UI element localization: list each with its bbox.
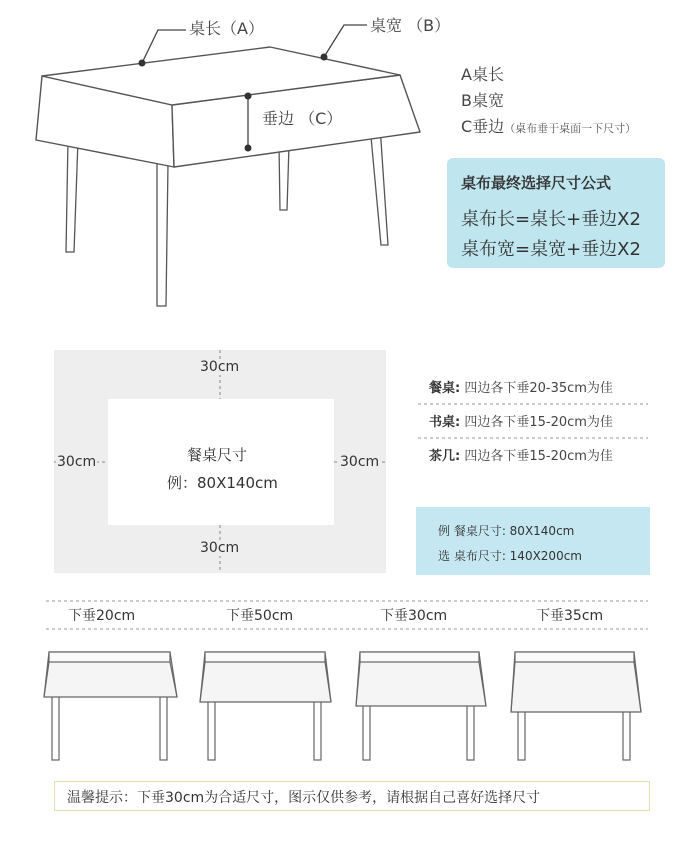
legend-c-main: C垂边 [461, 117, 505, 136]
drop-label-3: 下垂30cm [372, 605, 455, 625]
example-cloth-size: 选 桌布尺寸: 140X200cm [438, 549, 582, 563]
drop-label-1: 下垂20cm [60, 605, 143, 625]
rule-text: 四边各下垂15-20cm为佳 [464, 449, 613, 464]
legend-b: B桌宽 [461, 91, 504, 110]
example-box [416, 507, 650, 575]
table-size-title: 餐桌尺寸 [187, 446, 248, 464]
tip-text: 温馨提示：下垂30cm为合适尺寸，图示仅供参考，请根据自己喜好选择尺寸 [67, 790, 541, 806]
formula-width: 桌布宽=桌宽+垂边X2 [461, 239, 641, 260]
label-table-length: 桌长（A） [189, 19, 264, 38]
rule-text: 四边各下垂20-35cm为佳 [464, 381, 613, 396]
table-size-example: 例：80X140cm [167, 474, 278, 492]
rule-name: 餐桌: [429, 381, 461, 396]
dim-top: 30cm [200, 359, 240, 375]
label-drop: 垂边 （C） [262, 109, 343, 128]
drop-label-4: 下垂35cm [528, 605, 611, 625]
rule-text: 四边各下垂15-20cm为佳 [464, 415, 613, 430]
drop-label-2: 下垂50cm [218, 605, 301, 625]
rule-name: 茶几: [429, 449, 461, 464]
rule-coffee-table [429, 445, 613, 464]
rule-name: 书桌: [429, 415, 461, 430]
example-table-size: 例 餐桌尺寸: 80X140cm [438, 524, 575, 538]
rule-dining-table [429, 377, 613, 396]
legend-a: A桌长 [461, 65, 504, 84]
dim-left: 30cm [57, 454, 97, 470]
rule-desk [429, 411, 613, 430]
formula-length: 桌布长=桌长+垂边X2 [461, 209, 641, 230]
dim-right: 30cm [340, 454, 380, 470]
dim-bottom: 30cm [200, 540, 240, 556]
tip-box [54, 781, 650, 811]
formula-title: 桌布最终选择尺寸公式 [461, 174, 612, 192]
label-table-width: 桌宽 （B） [370, 16, 451, 35]
legend-c-note: （桌布垂于桌面一下尺寸） [504, 122, 637, 135]
